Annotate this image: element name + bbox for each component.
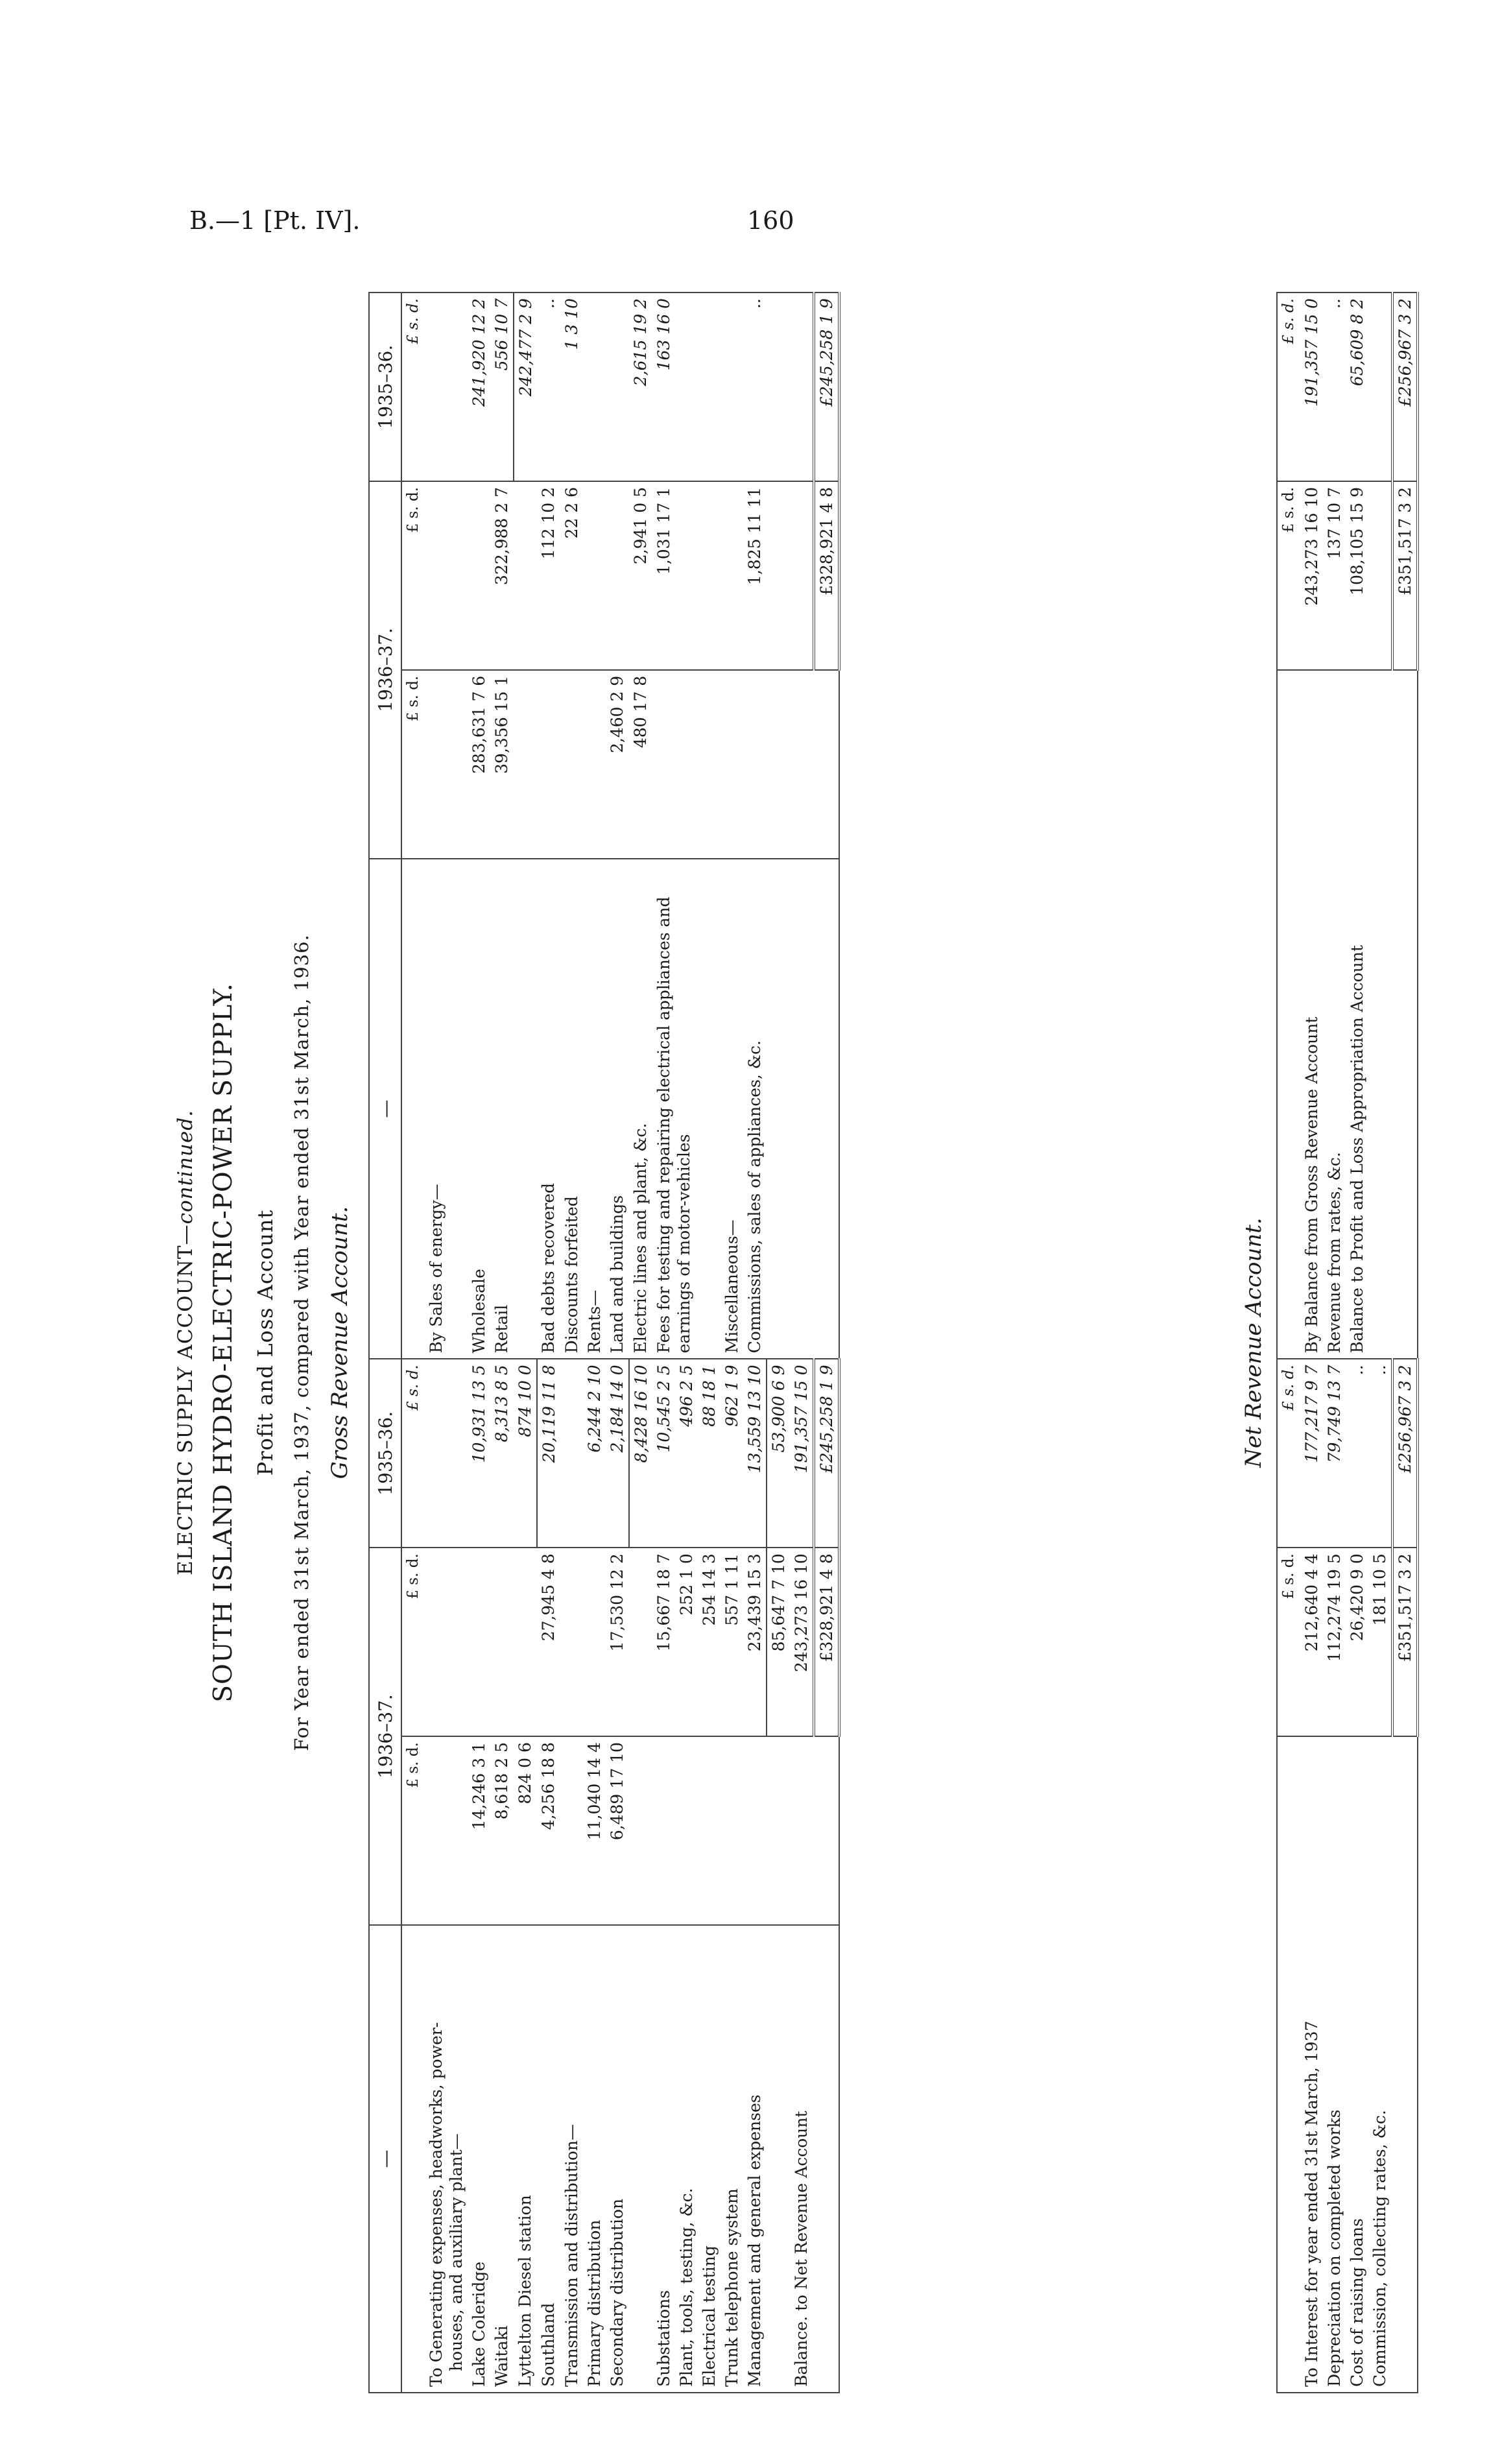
value-cell: 283,631 7 6: [468, 670, 490, 859]
value-cell: 557 1 11: [721, 1548, 743, 1736]
currency-unit: £ s. d.: [401, 481, 425, 670]
row-label: Revenue from rates, &c.: [1323, 670, 1346, 1359]
value-cell: 17,530 12 2: [606, 1548, 629, 1736]
page-number: 160: [747, 206, 794, 235]
total-cell: £351,517 3 2: [1392, 481, 1418, 670]
row-label: Commission, collecting rates, &c.: [1368, 1736, 1392, 2393]
row-label: To Generating expenses, headworks, power- houses, and auxiliary plant—: [425, 1925, 468, 2393]
value-cell: 252 1 0: [675, 1548, 698, 1736]
table-row: [721, 293, 743, 2393]
net-revenue-table: [1276, 292, 1419, 2393]
value-cell: 22 2 6: [560, 481, 583, 670]
value-cell: ..: [537, 293, 560, 481]
row-label: Balance. to Net Revenue Account: [790, 1925, 814, 2393]
currency-row: [401, 293, 425, 2393]
row-label: Transmission and distribution—: [560, 1925, 583, 2393]
value-cell: 14,246 3 1: [468, 1736, 490, 1925]
table-row: [514, 293, 537, 2393]
total-cell: £256,967 3 2: [1392, 1359, 1418, 1548]
row-label: Lyttelton Diesel station: [514, 1925, 537, 2393]
total-row: [814, 293, 839, 2393]
header-r1937: 1936–37.: [369, 481, 401, 859]
row-label: To Interest for year ended 31st March, 1937: [1300, 1736, 1323, 2393]
value-cell: 1,825 11 11: [743, 481, 767, 670]
value-cell: 480 17 8: [629, 670, 652, 859]
currency-unit: £ s. d.: [401, 1736, 425, 1925]
value-cell: 79,749 13 7: [1323, 1359, 1346, 1548]
row-label: Electric lines and plant, &c.: [629, 859, 652, 1359]
currency-unit: £ s. d.: [1277, 1359, 1300, 1548]
profit-loss-title: Profit and Loss Account: [253, 1209, 278, 1476]
table-row: [743, 293, 767, 2393]
row-label: Miscellaneous—: [721, 859, 743, 1359]
value-cell: 10,931 13 5: [468, 1359, 490, 1548]
table-row: [1300, 293, 1323, 2393]
header-dash-left: —: [369, 1925, 401, 2393]
value-cell: 322,988 2 7: [490, 481, 514, 670]
row-label: Trunk telephone system: [721, 1925, 743, 2393]
currency-unit: £ s. d.: [401, 293, 425, 481]
header-r1936: 1935–36.: [369, 293, 401, 481]
value-cell: 962 1 9: [721, 1359, 743, 1548]
value-cell: 6,489 17 10: [606, 1736, 629, 1925]
row-label: Land and buildings: [606, 859, 629, 1359]
table-row: [425, 293, 468, 2393]
value-cell: 8,428 16 10: [629, 1359, 652, 1548]
total-cell: £245,258 1 9: [814, 1359, 839, 1548]
row-label: Lake Coleridge: [468, 1925, 490, 2393]
value-cell: ..: [1368, 1359, 1392, 1548]
value-cell: 23,439 15 3: [743, 1548, 767, 1736]
value-cell: ..: [743, 293, 767, 481]
value-cell: 26,420 9 0: [1346, 1548, 1368, 1736]
row-label: Rents—: [583, 859, 606, 1359]
table-row: [490, 293, 514, 2393]
gross-caption: Gross Revenue Account.: [327, 1206, 353, 1479]
value-cell: 177,217 9 7: [1300, 1359, 1323, 1548]
row-label: Plant, tools, testing, &c.: [675, 1925, 698, 2393]
row-label: By Sales of energy—: [425, 859, 468, 1359]
value-cell: 8,313 8 5: [490, 1359, 514, 1548]
rotated-account-page: [174, 272, 1414, 2413]
value-cell: 20,119 11 8: [537, 1359, 560, 1548]
value-cell: 8,618 2 5: [490, 1736, 514, 1925]
currency-unit: £ s. d.: [1277, 293, 1300, 481]
total-cell: £328,921 4 8: [814, 1548, 839, 1736]
row-label: Bad debts recovered: [537, 859, 560, 1359]
header-1936: 1935–36.: [369, 1359, 401, 1548]
value-cell: 556 10 7: [490, 293, 514, 481]
value-cell: ..: [1346, 1359, 1368, 1548]
value-cell: 39,356 15 1: [490, 670, 514, 859]
value-cell: 88 18 1: [698, 1359, 721, 1548]
value-cell: 15,667 18 7: [652, 1548, 675, 1736]
row-label: Wholesale: [468, 859, 490, 1359]
value-cell: 243,273 16 10: [1300, 481, 1323, 670]
header-row: [369, 293, 401, 2393]
total-cell: £245,258 1 9: [814, 293, 839, 481]
value-cell: 254 14 3: [698, 1548, 721, 1736]
net-caption: Net Revenue Account.: [1241, 1217, 1267, 1468]
value-cell: 112,274 19 5: [1323, 1548, 1346, 1736]
value-cell: 191,357 15 0: [1300, 293, 1323, 481]
value-cell: 4,256 18 8: [537, 1736, 560, 1925]
value-cell: 242,477 2 9: [514, 293, 537, 481]
value-cell: 191,357 15 0: [790, 1359, 814, 1548]
table-row: [537, 293, 560, 2393]
value-cell: 212,640 4 4: [1300, 1548, 1323, 1736]
value-cell: 11,040 14 4: [583, 1736, 606, 1925]
currency-unit: £ s. d.: [401, 1548, 425, 1736]
total-cell: £328,921 4 8: [814, 481, 839, 670]
currency-unit: £ s. d.: [401, 1359, 425, 1548]
total-cell: £351,517 3 2: [1392, 1548, 1418, 1736]
value-cell: 181 10 5: [1368, 1548, 1392, 1736]
value-cell: 137 10 7: [1323, 481, 1346, 670]
table-row: [606, 293, 629, 2393]
supply-title: SOUTH ISLAND HYDRO-ELECTRIC-POWER SUPPLY.: [209, 983, 238, 1703]
row-label: Secondary distribution: [606, 1925, 629, 2393]
row-label: Fees for testing and repairing electrical appliances and earnings of motor-vehicles: [652, 859, 721, 1359]
table-row: [767, 293, 790, 2393]
page-header: [0, 206, 1489, 245]
row-label: Southland: [537, 1925, 560, 2393]
value-cell: 85,647 7 10: [767, 1548, 790, 1736]
value-cell: 112 10 2: [537, 481, 560, 670]
value-cell: 6,244 2 10: [583, 1359, 606, 1548]
table-row: [1346, 293, 1368, 2393]
table-row: [1323, 293, 1346, 2393]
value-cell: 2,615 19 2: [629, 293, 652, 481]
value-cell: ..: [1323, 293, 1346, 481]
row-label: By Balance from Gross Revenue Account: [1300, 670, 1323, 1359]
row-label: Commissions, sales of appliances, &c.: [743, 859, 767, 1359]
row-label: Depreciation on completed works: [1323, 1736, 1346, 2393]
value-cell: 27,945 4 8: [537, 1548, 560, 1736]
row-label: Primary distribution: [583, 1925, 606, 2393]
value-cell: 108,105 15 9: [1346, 481, 1368, 670]
row-label: Cost of raising loans: [1346, 1736, 1368, 2393]
table-row: [468, 293, 490, 2393]
value-cell: 53,900 6 9: [767, 1359, 790, 1548]
value-cell: 65,609 8 2: [1346, 293, 1368, 481]
currency-unit: £ s. d.: [401, 670, 425, 859]
table-row: [790, 293, 814, 2393]
row-label: Balance to Profit and Loss Appropriation Account: [1346, 670, 1392, 1359]
value-cell: 163 16 0: [652, 293, 675, 481]
total-cell: £256,967 3 2: [1392, 293, 1418, 481]
value-cell: 2,941 0 5: [629, 481, 652, 670]
account-title: ELECTRIC SUPPLY ACCOUNT—continued.: [174, 1110, 197, 1575]
table-row: [652, 293, 675, 2393]
row-label: Discounts forfeited: [560, 859, 583, 1359]
value-cell: 824 0 6: [514, 1736, 537, 1925]
value-cell: 1 3 10: [560, 293, 583, 481]
period-title: For Year ended 31st March, 1937, compared with Year ended 31st March, 1936.: [291, 934, 313, 1751]
row-label: Electrical testing: [698, 1925, 721, 2393]
row-label: Waitaki: [490, 1925, 514, 2393]
row-label: Retail: [490, 859, 514, 1359]
value-cell: 2,460 2 9: [606, 670, 629, 859]
currency-unit: £ s. d.: [1277, 481, 1300, 670]
value-cell: 10,545 2 5: [652, 1359, 675, 1548]
value-cell: 241,920 12 2: [468, 293, 490, 481]
table-row: [583, 293, 606, 2393]
document-reference: B.—1 [Pt. IV].: [189, 206, 361, 235]
currency-unit: £ s. d.: [1277, 1548, 1300, 1736]
total-row: [1392, 293, 1418, 2393]
gross-revenue-table: [368, 292, 840, 2393]
currency-row: [1277, 293, 1300, 2393]
value-cell: 874 10 0: [514, 1359, 537, 1548]
value-cell: 2,184 14 0: [606, 1359, 629, 1548]
row-label: Management and general expenses: [743, 1925, 767, 2393]
table-row: [629, 293, 652, 2393]
value-cell: 243,273 16 10: [790, 1548, 814, 1736]
header-1937: 1936–37.: [369, 1548, 401, 1925]
value-cell: 13,559 13 10: [743, 1359, 767, 1548]
value-cell: 1,031 17 1: [652, 481, 675, 670]
value-cell: 496 2 5: [675, 1359, 698, 1548]
row-label: Substations: [652, 1925, 675, 2393]
header-dash-right: —: [369, 859, 401, 1359]
table-row: [560, 293, 583, 2393]
